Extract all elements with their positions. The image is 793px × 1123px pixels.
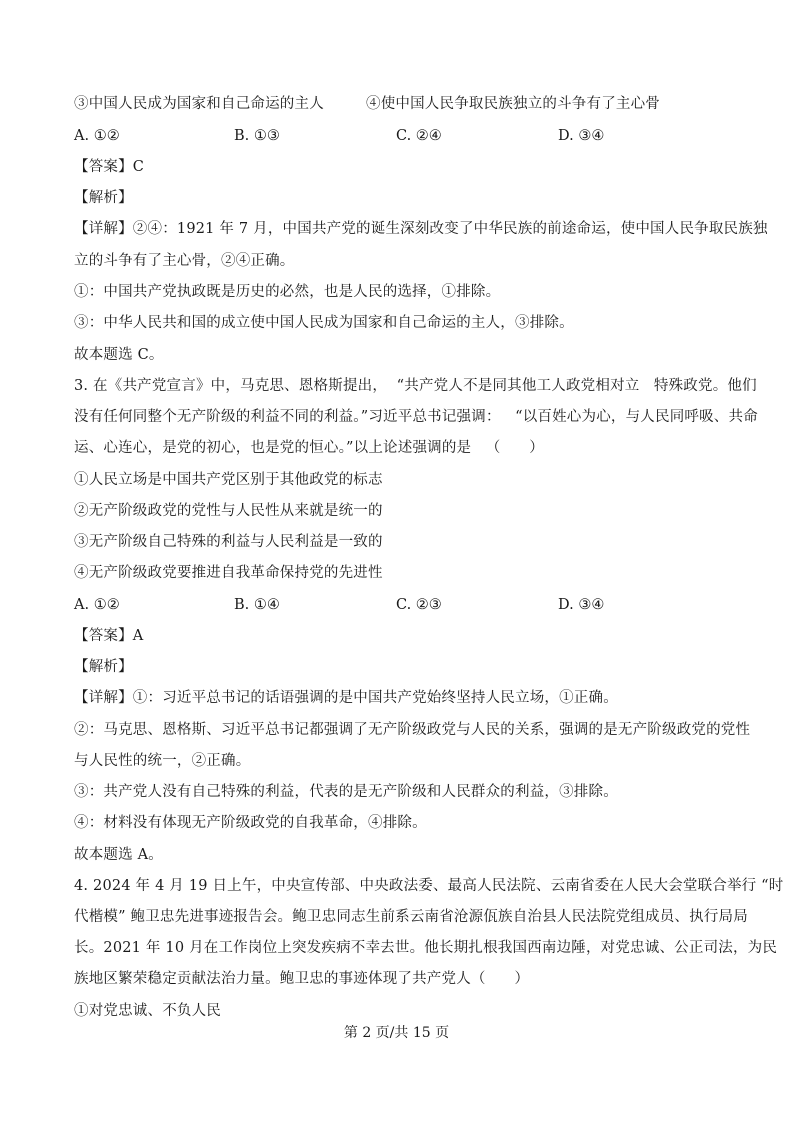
q3-stem-line: 运、心连心，是党的初心，也是党的恒心。”以上论述强调的是 （ ） <box>74 440 544 456</box>
q3-statement-4: ④无产阶级政党要推进自我革命保持党的先进性 <box>74 565 383 581</box>
q2-answer: 【答案】C <box>74 159 145 175</box>
q2-analysis-heading: 【解析】 <box>74 190 133 206</box>
q3-analysis-heading: 【解析】 <box>74 659 133 675</box>
q4-stem-line: 长。2021 年 10 月在工作岗位上突发疾病不幸去世。他长期扎根我国西南边陲，对党忠诚、公正司法，为民 <box>74 940 778 956</box>
q4-stem-line: 族地区繁荣稳定贡献法治力量。鲍卫忠的事迹体现了共产党人（ ） <box>74 971 530 987</box>
q2-statement-4: ④使中国人民争取民族独立的斗争有了主心骨 <box>366 96 660 112</box>
q3-conclusion: 故本题选 A。 <box>74 847 163 863</box>
q3-stem-line: 没有任何同整个无产阶级的利益不同的利益。”习近平总书记强调： “以百姓心为心，与人民同呼吸、共命 <box>74 409 758 425</box>
q3-detail-line: 与人民性的统一，②正确。 <box>74 753 251 769</box>
q3-statement-2: ②无产阶级政党的党性与人民性从来就是统一的 <box>74 503 383 519</box>
q2-detail-line: ①：中国共产党执政既是历史的必然，也是人民的选择，①排除。 <box>74 284 501 300</box>
q2-detail-line: ③：中华人民共和国的成立使中国人民成为国家和自己命运的主人，③排除。 <box>74 315 574 331</box>
page-number-footer: 第 2 页/共 15 页 <box>343 1025 450 1041</box>
q3-answer: 【答案】A <box>74 628 144 644</box>
q4-statement-1: ①对党忠诚、不负人民 <box>74 1003 221 1019</box>
q3-options <box>74 595 734 615</box>
q2-option-a: A. ①② <box>74 128 120 144</box>
q3-statement-3: ③无产阶级自己特殊的利益与人民利益是一致的 <box>74 534 383 550</box>
q3-detail-line: ④：材料没有体现无产阶级政党的自我革命，④排除。 <box>74 815 427 831</box>
q3-option-a: A. ①② <box>74 597 120 613</box>
q2-option-c: C. ②④ <box>396 128 442 144</box>
q2-option-d: D. ③④ <box>558 128 605 144</box>
q3-option-b: B. ①④ <box>234 597 280 613</box>
q2-option-b: B. ①③ <box>234 128 280 144</box>
q3-detail-line: ③：共产党人没有自己特殊的利益，代表的是无产阶级和人民群众的利益，③排除。 <box>74 784 618 800</box>
q3-statement-1: ①人民立场是中国共产党区别于其他政党的标志 <box>74 472 383 488</box>
q3-detail-line: ②：马克思、恩格斯、习近平总书记都强调了无产阶级政党与人民的关系，强调的是无产阶级政党的党性 <box>74 722 751 738</box>
q2-statement-3: ③中国人民成为国家和自己命运的主人 <box>74 96 324 112</box>
q3-option-d: D. ③④ <box>558 597 605 613</box>
q2-detail-line: 【详解】②④：1921 年 7 月，中国共产党的诞生深刻改变了中华民族的前途命运，使中国人民争取民族独 <box>74 221 768 237</box>
q2-detail-line: 立的斗争有了主心骨，②④正确。 <box>74 253 295 269</box>
q4-stem-line: 4. 2024 年 4 月 19 日上午，中央宣传部、中央政法委、最高人民法院、云南省委在人民大会堂联合举行 “时 <box>74 878 784 894</box>
q3-option-c: C. ②③ <box>396 597 442 613</box>
q3-detail-line: 【详解】①：习近平总书记的话语强调的是中国共产党始终坚持人民立场，①正确。 <box>74 690 618 706</box>
q2-conclusion: 故本题选 C。 <box>74 347 164 363</box>
q3-stem-line: 3. 在《共产党宣言》中，马克思、恩格斯提出， “共产党人不是同其他工人政党相对立 特殊政党。他们 <box>74 378 757 394</box>
q4-stem-line: 代楷模” 鲍卫忠先进事迹报告会。鲍卫忠同志生前系云南省沧源佤族自治县人民法院党组成员、执行局局 <box>74 909 748 925</box>
q2-options <box>74 126 734 146</box>
